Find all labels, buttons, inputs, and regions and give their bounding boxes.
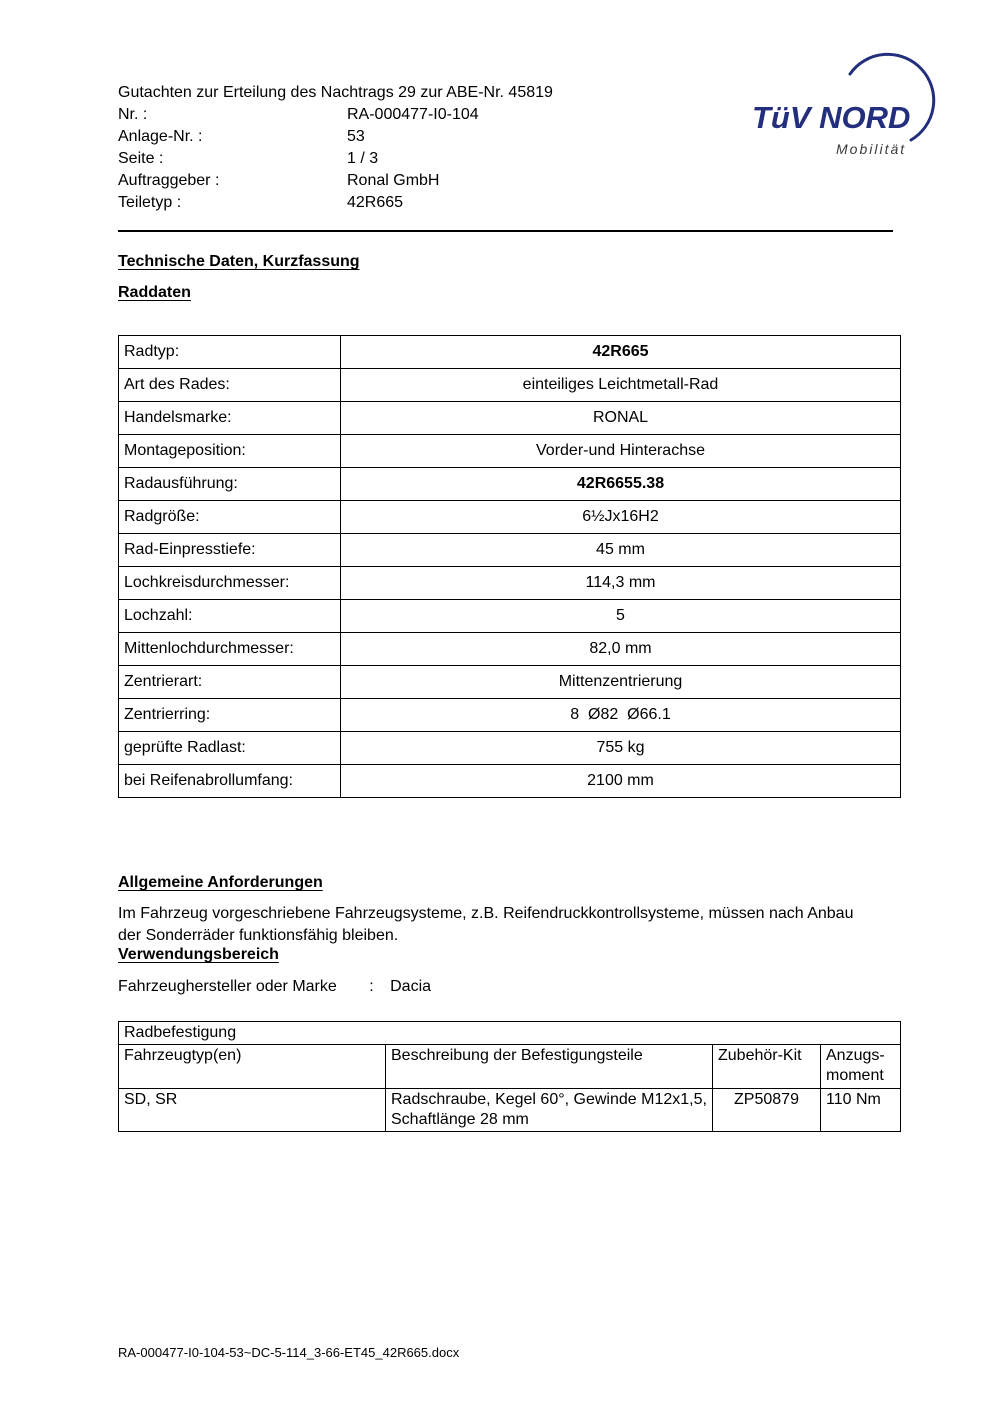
document-title: Gutachten zur Erteilung des Nachtrags 29 zur ABE-Nr. 45819 bbox=[118, 84, 553, 101]
row-label: bei Reifenabrollumfang: bbox=[119, 765, 341, 798]
row-label: Art des Rades: bbox=[119, 369, 341, 402]
field-value: Ronal GmbH bbox=[347, 172, 440, 189]
header-field-seite bbox=[118, 148, 738, 170]
row-label: Radtyp: bbox=[119, 336, 341, 369]
table-row bbox=[119, 402, 901, 435]
row-label: Radgröße: bbox=[119, 501, 341, 534]
row-value: Mittenzentrierung bbox=[341, 666, 901, 699]
header-field-anlage bbox=[118, 126, 738, 148]
row-value: 42R6655.38 bbox=[341, 468, 901, 501]
heading-raddaten: Raddaten bbox=[118, 284, 191, 301]
row-value: 114,3 mm bbox=[341, 567, 901, 600]
tuv-nord-logo-graphic bbox=[748, 48, 948, 168]
document-footer-filename: RA-000477-I0-104-53~DC-5-114_3-66-ET45_42R665.docx bbox=[118, 1345, 460, 1360]
field-value: 1 / 3 bbox=[347, 150, 379, 167]
table-row bbox=[119, 765, 901, 798]
heading-technische-daten: Technische Daten, Kurzfassung bbox=[118, 253, 360, 270]
row-value: 5 bbox=[341, 600, 901, 633]
field-value: 53 bbox=[347, 128, 365, 145]
allgemeine-anforderungen-text: Im Fahrzeug vorgeschriebene Fahrzeugsysteme, z.B. Reifendruckkontrollsysteme, müssen nach Anbau der Sonderräder funktionsfähig bleiben. bbox=[118, 905, 854, 944]
row-value: 2100 mm bbox=[341, 765, 901, 798]
field-label: Teiletyp : bbox=[118, 194, 182, 211]
row-value: 8 Ø82 Ø66.1 bbox=[341, 699, 901, 732]
vehicle-make-value: Dacia bbox=[390, 978, 432, 995]
row-value: Vorder-und Hinterachse bbox=[341, 435, 901, 468]
table-row bbox=[119, 699, 901, 732]
header-divider bbox=[118, 230, 893, 232]
field-value: RA-000477-I0-104 bbox=[347, 106, 479, 123]
vehicle-make-line bbox=[118, 978, 431, 996]
row-value: 42R665 bbox=[341, 336, 901, 369]
cell-beschreibung: Radschraube, Kegel 60°, Gewinde M12x1,5, Schaftlänge 28 mm bbox=[386, 1089, 713, 1132]
vehicle-make-label: Fahrzeughersteller oder Marke bbox=[118, 978, 337, 995]
cell-fahrzeugtyp: SD, SR bbox=[119, 1089, 386, 1132]
cell-anzugsmoment: 110 Nm bbox=[821, 1089, 901, 1132]
row-label: Mittenlochdurchmesser: bbox=[119, 633, 341, 666]
row-label: Lochzahl: bbox=[119, 600, 341, 633]
radbefestigung-header-row bbox=[119, 1045, 901, 1089]
table-row bbox=[119, 600, 901, 633]
table-row bbox=[119, 501, 901, 534]
row-label: Zentrierring: bbox=[119, 699, 341, 732]
table-row bbox=[119, 666, 901, 699]
logo-brand-text: TüV NORD bbox=[752, 100, 911, 135]
radbefestigung-caption: Radbefestigung bbox=[119, 1022, 901, 1045]
raddaten-table bbox=[118, 335, 901, 798]
radbefestigung-caption-row bbox=[119, 1022, 901, 1045]
header-field-teiletyp bbox=[118, 192, 738, 214]
table-row bbox=[119, 534, 901, 567]
logo-tagline: Mobilität bbox=[836, 141, 907, 157]
row-value: RONAL bbox=[341, 402, 901, 435]
row-value: 82,0 mm bbox=[341, 633, 901, 666]
row-value: 755 kg bbox=[341, 732, 901, 765]
column-header-fahrzeugtyp: Fahrzeugtyp(en) bbox=[119, 1045, 386, 1089]
field-label: Seite : bbox=[118, 150, 164, 167]
cell-zubehoer-kit: ZP50879 bbox=[713, 1089, 821, 1132]
table-row bbox=[119, 369, 901, 402]
row-label: Handelsmarke: bbox=[119, 402, 341, 435]
row-label: Lochkreisdurchmesser: bbox=[119, 567, 341, 600]
table-row bbox=[119, 468, 901, 501]
row-label: Montageposition: bbox=[119, 435, 341, 468]
table-row bbox=[119, 435, 901, 468]
tuv-nord-logo bbox=[748, 48, 948, 168]
field-label: Anlage-Nr. : bbox=[118, 128, 203, 145]
column-header-zubehoer-kit: Zubehör-Kit bbox=[713, 1045, 821, 1089]
table-row bbox=[119, 1089, 901, 1132]
row-value: 45 mm bbox=[341, 534, 901, 567]
row-label: Rad-Einpresstiefe: bbox=[119, 534, 341, 567]
row-value: einteiliges Leichtmetall-Rad bbox=[341, 369, 901, 402]
row-label: Zentrierart: bbox=[119, 666, 341, 699]
table-row bbox=[119, 633, 901, 666]
table-row bbox=[119, 567, 901, 600]
field-label: Auftraggeber : bbox=[118, 172, 220, 189]
header-block bbox=[118, 82, 738, 214]
row-label: geprüfte Radlast: bbox=[119, 732, 341, 765]
header-field-auftraggeber bbox=[118, 170, 738, 192]
row-value: 6½Jx16H2 bbox=[341, 501, 901, 534]
row-label: Radausführung: bbox=[119, 468, 341, 501]
column-header-anzugsmoment: Anzugs-moment bbox=[821, 1045, 901, 1089]
column-header-beschreibung: Beschreibung der Befestigungsteile bbox=[386, 1045, 713, 1089]
heading-verwendungsbereich: Verwendungsbereich bbox=[118, 946, 279, 963]
heading-allgemeine-anforderungen: Allgemeine Anforderungen bbox=[118, 874, 323, 891]
radbefestigung-table bbox=[118, 1021, 901, 1132]
vehicle-make-separator: : bbox=[369, 978, 374, 995]
field-value: 42R665 bbox=[347, 194, 404, 211]
header-field-nr bbox=[118, 104, 738, 126]
field-label: Nr. : bbox=[118, 106, 148, 123]
table-row bbox=[119, 336, 901, 369]
table-row bbox=[119, 732, 901, 765]
